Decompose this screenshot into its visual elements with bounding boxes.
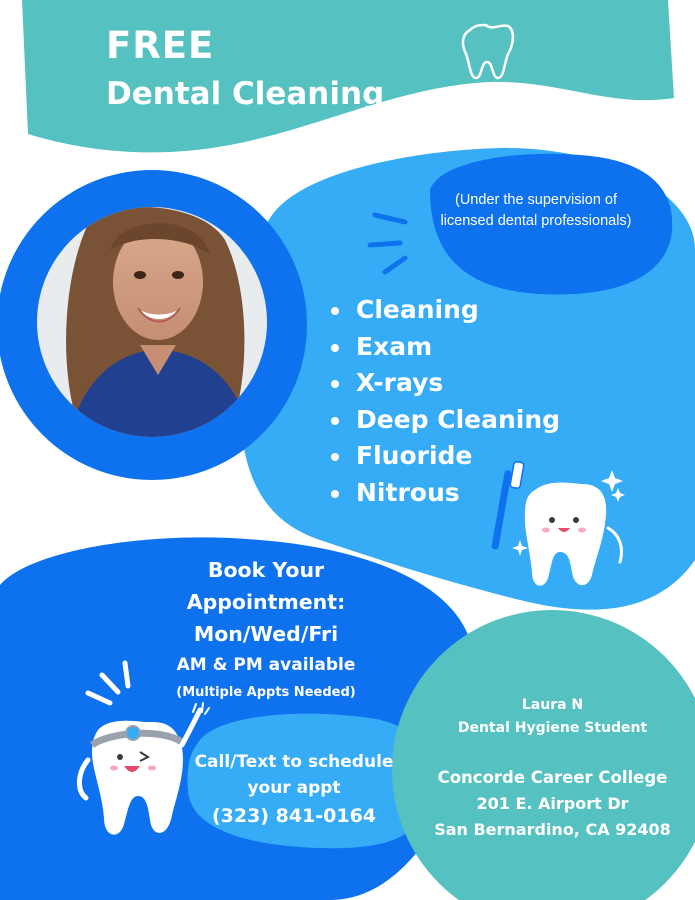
contact-info — [188, 749, 400, 832]
title-dental-cleaning: Dental Cleaning — [106, 76, 385, 112]
address-line2: San Bernardino, CA 92408 — [434, 820, 671, 839]
address-line1: 201 E. Airport Dr — [476, 794, 629, 813]
booking-line1: Book Your — [207, 558, 325, 582]
contact-line2: your appt — [247, 778, 341, 798]
service-item: Fluoride — [326, 438, 560, 475]
services-list — [326, 292, 560, 511]
booking-days: Mon/Wed/Fri — [193, 622, 339, 646]
booking-line2: Appointment: — [186, 590, 346, 614]
booking-info — [150, 554, 382, 706]
service-item: X-rays — [326, 365, 560, 402]
provider-info — [430, 694, 675, 843]
contact-line1: Call/Text to schedule — [194, 752, 394, 772]
service-item: Nitrous — [326, 475, 560, 512]
booking-note: (Multiple Appts Needed) — [176, 685, 356, 700]
supervision-note: (Under the supervision of licensed dental professionals) — [440, 192, 632, 229]
service-item: Exam — [326, 329, 560, 366]
service-item: Deep Cleaning — [326, 402, 560, 439]
student-photo — [37, 207, 267, 437]
phone-number: (323) 841-0164 — [211, 805, 377, 827]
service-item: Cleaning — [326, 292, 560, 329]
school-name: Concorde Career College — [437, 768, 668, 787]
booking-times: AM & PM available — [176, 655, 356, 675]
provider-role: Dental Hygiene Student — [457, 720, 648, 736]
provider-name: Laura N — [521, 697, 584, 713]
title-free: FREE — [106, 24, 215, 67]
